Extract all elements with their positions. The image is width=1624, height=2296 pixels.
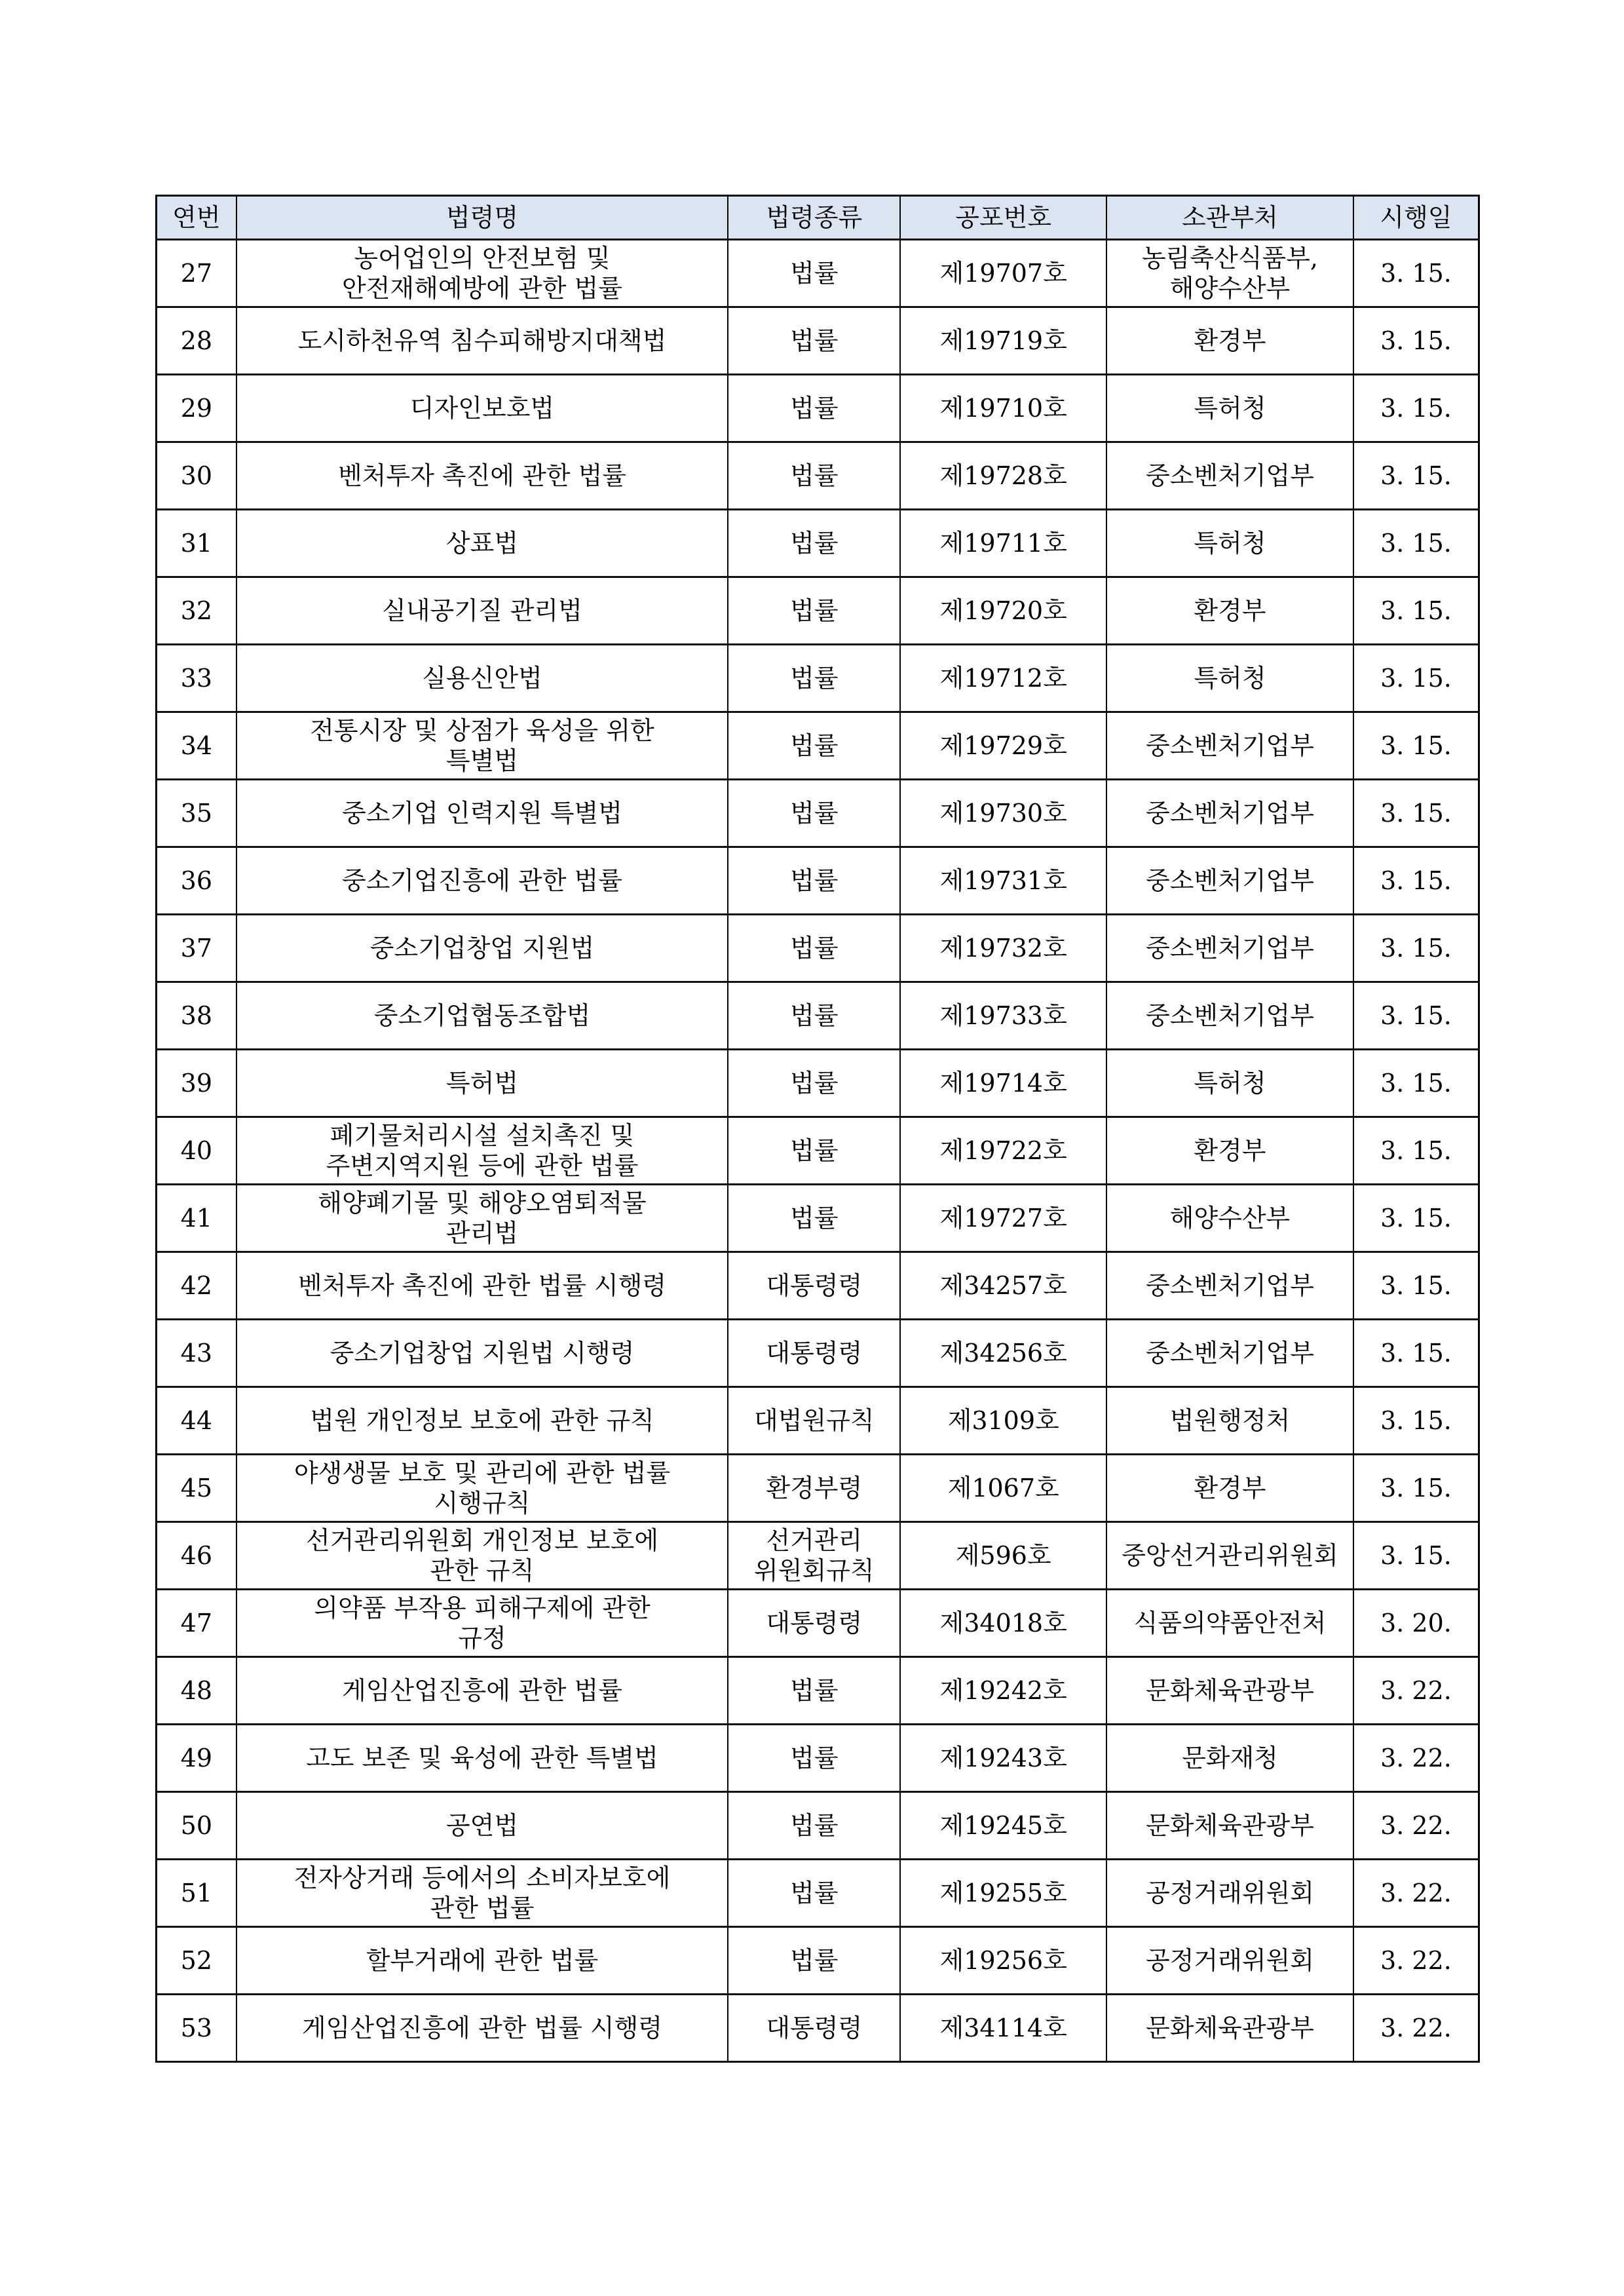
cell-promulgation-number: 제19719호 bbox=[900, 307, 1106, 375]
cell-effective-date: 3. 15. bbox=[1353, 645, 1479, 712]
table-row bbox=[157, 1455, 1479, 1522]
cell-number: 33 bbox=[157, 645, 236, 712]
cell-law-type: 법률 bbox=[728, 442, 900, 510]
cell-number: 32 bbox=[157, 577, 236, 645]
cell-law-name: 중소기업 인력지원 특별법 bbox=[236, 780, 728, 847]
cell-effective-date: 3. 22. bbox=[1353, 1657, 1479, 1725]
cell-effective-date: 3. 15. bbox=[1353, 442, 1479, 510]
table-row bbox=[157, 442, 1479, 510]
cell-effective-date: 3. 15. bbox=[1353, 375, 1479, 442]
cell-law-name: 디자인보호법 bbox=[236, 375, 728, 442]
cell-number: 37 bbox=[157, 915, 236, 982]
cell-law-type: 법률 bbox=[728, 645, 900, 712]
cell-law-name: 중소기업창업 지원법 시행령 bbox=[236, 1320, 728, 1387]
cell-promulgation-number: 제1067호 bbox=[900, 1455, 1106, 1522]
cell-law-type: 법률 bbox=[728, 1185, 900, 1252]
cell-effective-date: 3. 15. bbox=[1353, 847, 1479, 915]
cell-ministry: 식품의약품안전처 bbox=[1106, 1590, 1353, 1657]
cell-law-name: 고도 보존 및 육성에 관한 특별법 bbox=[236, 1725, 728, 1792]
cell-effective-date: 3. 15. bbox=[1353, 1050, 1479, 1117]
cell-promulgation-number: 제19730호 bbox=[900, 780, 1106, 847]
cell-effective-date: 3. 22. bbox=[1353, 1995, 1479, 2062]
table-row bbox=[157, 712, 1479, 780]
cell-effective-date: 3. 15. bbox=[1353, 307, 1479, 375]
table-row bbox=[157, 1117, 1479, 1185]
cell-promulgation-number: 제34018호 bbox=[900, 1590, 1106, 1657]
cell-law-type: 환경부령 bbox=[728, 1455, 900, 1522]
cell-promulgation-number: 제19732호 bbox=[900, 915, 1106, 982]
cell-ministry: 공정거래위원회 bbox=[1106, 1927, 1353, 1995]
cell-promulgation-number: 제19707호 bbox=[900, 240, 1106, 307]
header-law-name: 법령명 bbox=[236, 196, 728, 240]
cell-law-type: 법률 bbox=[728, 982, 900, 1050]
cell-law-name: 법원 개인정보 보호에 관한 규칙 bbox=[236, 1387, 728, 1455]
table-row bbox=[157, 307, 1479, 375]
cell-law-type: 법률 bbox=[728, 1860, 900, 1927]
cell-law-name: 농어업인의 안전보험 및 안전재해예방에 관한 법률 bbox=[236, 240, 728, 307]
table-row bbox=[157, 1927, 1479, 1995]
cell-law-type: 법률 bbox=[728, 1117, 900, 1185]
cell-law-type: 대통령령 bbox=[728, 1252, 900, 1320]
cell-law-name: 실용신안법 bbox=[236, 645, 728, 712]
cell-law-type: 대통령령 bbox=[728, 1590, 900, 1657]
cell-ministry: 환경부 bbox=[1106, 1455, 1353, 1522]
cell-promulgation-number: 제34257호 bbox=[900, 1252, 1106, 1320]
cell-ministry: 문화체육관광부 bbox=[1106, 1657, 1353, 1725]
cell-effective-date: 3. 15. bbox=[1353, 1185, 1479, 1252]
cell-ministry: 중소벤처기업부 bbox=[1106, 712, 1353, 780]
cell-law-name: 벤처투자 촉진에 관한 법률 시행령 bbox=[236, 1252, 728, 1320]
cell-law-type: 법률 bbox=[728, 510, 900, 577]
cell-ministry: 특허청 bbox=[1106, 645, 1353, 712]
table-row bbox=[157, 240, 1479, 307]
table-row bbox=[157, 510, 1479, 577]
cell-number: 47 bbox=[157, 1590, 236, 1657]
cell-ministry: 문화재청 bbox=[1106, 1725, 1353, 1792]
cell-number: 49 bbox=[157, 1725, 236, 1792]
cell-ministry: 법원행정처 bbox=[1106, 1387, 1353, 1455]
cell-law-type: 법률 bbox=[728, 915, 900, 982]
cell-law-type: 법률 bbox=[728, 847, 900, 915]
cell-promulgation-number: 제19242호 bbox=[900, 1657, 1106, 1725]
cell-number: 36 bbox=[157, 847, 236, 915]
cell-law-type: 법률 bbox=[728, 712, 900, 780]
cell-law-name: 특허법 bbox=[236, 1050, 728, 1117]
cell-ministry: 문화체육관광부 bbox=[1106, 1792, 1353, 1860]
table-row bbox=[157, 1050, 1479, 1117]
cell-ministry: 해양수산부 bbox=[1106, 1185, 1353, 1252]
cell-number: 52 bbox=[157, 1927, 236, 1995]
cell-promulgation-number: 제19731호 bbox=[900, 847, 1106, 915]
cell-effective-date: 3. 15. bbox=[1353, 510, 1479, 577]
cell-law-type: 대통령령 bbox=[728, 1320, 900, 1387]
table-row bbox=[157, 645, 1479, 712]
cell-law-type: 선거관리 위원회규칙 bbox=[728, 1522, 900, 1590]
cell-effective-date: 3. 15. bbox=[1353, 915, 1479, 982]
table-row bbox=[157, 1995, 1479, 2062]
table-row bbox=[157, 1320, 1479, 1387]
cell-ministry: 중앙선거관리위원회 bbox=[1106, 1522, 1353, 1590]
cell-ministry: 문화체육관광부 bbox=[1106, 1995, 1353, 2062]
cell-law-name: 공연법 bbox=[236, 1792, 728, 1860]
cell-promulgation-number: 제19720호 bbox=[900, 577, 1106, 645]
cell-law-name: 실내공기질 관리법 bbox=[236, 577, 728, 645]
cell-promulgation-number: 제596호 bbox=[900, 1522, 1106, 1590]
cell-number: 48 bbox=[157, 1657, 236, 1725]
table-row bbox=[157, 1522, 1479, 1590]
cell-law-type: 법률 bbox=[728, 307, 900, 375]
cell-effective-date: 3. 15. bbox=[1353, 1252, 1479, 1320]
cell-promulgation-number: 제19711호 bbox=[900, 510, 1106, 577]
cell-promulgation-number: 제19243호 bbox=[900, 1725, 1106, 1792]
cell-number: 31 bbox=[157, 510, 236, 577]
cell-ministry: 환경부 bbox=[1106, 1117, 1353, 1185]
cell-law-name: 중소기업창업 지원법 bbox=[236, 915, 728, 982]
cell-effective-date: 3. 15. bbox=[1353, 1522, 1479, 1590]
cell-promulgation-number: 제19712호 bbox=[900, 645, 1106, 712]
cell-number: 27 bbox=[157, 240, 236, 307]
cell-ministry: 중소벤처기업부 bbox=[1106, 1252, 1353, 1320]
cell-ministry: 환경부 bbox=[1106, 307, 1353, 375]
cell-law-type: 법률 bbox=[728, 577, 900, 645]
cell-ministry: 환경부 bbox=[1106, 577, 1353, 645]
cell-law-type: 법률 bbox=[728, 780, 900, 847]
cell-law-name: 전자상거래 등에서의 소비자보호에 관한 법률 bbox=[236, 1860, 728, 1927]
cell-ministry: 중소벤처기업부 bbox=[1106, 780, 1353, 847]
cell-law-name: 선거관리위원회 개인정보 보호에 관한 규칙 bbox=[236, 1522, 728, 1590]
cell-number: 43 bbox=[157, 1320, 236, 1387]
cell-number: 40 bbox=[157, 1117, 236, 1185]
header-row bbox=[157, 196, 1479, 240]
cell-law-name: 도시하천유역 침수피해방지대책법 bbox=[236, 307, 728, 375]
cell-number: 35 bbox=[157, 780, 236, 847]
table-row bbox=[157, 1792, 1479, 1860]
table-row bbox=[157, 1657, 1479, 1725]
cell-law-name: 의약품 부작용 피해구제에 관한 규정 bbox=[236, 1590, 728, 1657]
cell-ministry: 중소벤처기업부 bbox=[1106, 1320, 1353, 1387]
cell-promulgation-number: 제19710호 bbox=[900, 375, 1106, 442]
cell-ministry: 중소벤처기업부 bbox=[1106, 915, 1353, 982]
cell-ministry: 특허청 bbox=[1106, 375, 1353, 442]
cell-number: 41 bbox=[157, 1185, 236, 1252]
cell-promulgation-number: 제34114호 bbox=[900, 1995, 1106, 2062]
table-row bbox=[157, 1590, 1479, 1657]
cell-law-type: 법률 bbox=[728, 1792, 900, 1860]
cell-effective-date: 3. 15. bbox=[1353, 712, 1479, 780]
cell-effective-date: 3. 15. bbox=[1353, 780, 1479, 847]
cell-law-type: 대법원규칙 bbox=[728, 1387, 900, 1455]
cell-number: 46 bbox=[157, 1522, 236, 1590]
cell-ministry: 중소벤처기업부 bbox=[1106, 847, 1353, 915]
cell-law-name: 게임산업진흥에 관한 법률 bbox=[236, 1657, 728, 1725]
cell-promulgation-number: 제19255호 bbox=[900, 1860, 1106, 1927]
table-row bbox=[157, 982, 1479, 1050]
cell-law-name: 폐기물처리시설 설치촉진 및 주변지역지원 등에 관한 법률 bbox=[236, 1117, 728, 1185]
cell-effective-date: 3. 15. bbox=[1353, 240, 1479, 307]
cell-effective-date: 3. 20. bbox=[1353, 1590, 1479, 1657]
table-row bbox=[157, 1185, 1479, 1252]
cell-law-type: 대통령령 bbox=[728, 1995, 900, 2062]
cell-number: 29 bbox=[157, 375, 236, 442]
cell-effective-date: 3. 15. bbox=[1353, 1387, 1479, 1455]
table-row bbox=[157, 375, 1479, 442]
cell-promulgation-number: 제19714호 bbox=[900, 1050, 1106, 1117]
cell-effective-date: 3. 15. bbox=[1353, 1320, 1479, 1387]
cell-law-name: 할부거래에 관한 법률 bbox=[236, 1927, 728, 1995]
cell-promulgation-number: 제19733호 bbox=[900, 982, 1106, 1050]
cell-law-type: 법률 bbox=[728, 1050, 900, 1117]
cell-effective-date: 3. 15. bbox=[1353, 1117, 1479, 1185]
cell-promulgation-number: 제19727호 bbox=[900, 1185, 1106, 1252]
cell-law-type: 법률 bbox=[728, 240, 900, 307]
table-row bbox=[157, 1860, 1479, 1927]
cell-number: 53 bbox=[157, 1995, 236, 2062]
cell-number: 44 bbox=[157, 1387, 236, 1455]
header-ministry: 소관부처 bbox=[1106, 196, 1353, 240]
cell-law-type: 법률 bbox=[728, 1927, 900, 1995]
cell-number: 51 bbox=[157, 1860, 236, 1927]
table-row bbox=[157, 577, 1479, 645]
cell-promulgation-number: 제34256호 bbox=[900, 1320, 1106, 1387]
table-row bbox=[157, 1387, 1479, 1455]
cell-effective-date: 3. 15. bbox=[1353, 982, 1479, 1050]
cell-effective-date: 3. 22. bbox=[1353, 1725, 1479, 1792]
cell-number: 30 bbox=[157, 442, 236, 510]
cell-law-type: 법률 bbox=[728, 375, 900, 442]
cell-ministry: 중소벤처기업부 bbox=[1106, 442, 1353, 510]
cell-law-type: 법률 bbox=[728, 1725, 900, 1792]
table-row bbox=[157, 915, 1479, 982]
cell-ministry: 공정거래위원회 bbox=[1106, 1860, 1353, 1927]
cell-effective-date: 3. 15. bbox=[1353, 577, 1479, 645]
cell-law-name: 중소기업진흥에 관한 법률 bbox=[236, 847, 728, 915]
cell-promulgation-number: 제19256호 bbox=[900, 1927, 1106, 1995]
table-row bbox=[157, 1725, 1479, 1792]
cell-law-name: 야생생물 보호 및 관리에 관한 법률 시행규칙 bbox=[236, 1455, 728, 1522]
cell-effective-date: 3. 22. bbox=[1353, 1860, 1479, 1927]
cell-law-name: 전통시장 및 상점가 육성을 위한 특별법 bbox=[236, 712, 728, 780]
cell-promulgation-number: 제19722호 bbox=[900, 1117, 1106, 1185]
cell-number: 38 bbox=[157, 982, 236, 1050]
cell-law-name: 상표법 bbox=[236, 510, 728, 577]
cell-number: 39 bbox=[157, 1050, 236, 1117]
cell-promulgation-number: 제19245호 bbox=[900, 1792, 1106, 1860]
cell-promulgation-number: 제3109호 bbox=[900, 1387, 1106, 1455]
cell-ministry: 중소벤처기업부 bbox=[1106, 982, 1353, 1050]
cell-number: 28 bbox=[157, 307, 236, 375]
cell-ministry: 농림축산식품부, 해양수산부 bbox=[1106, 240, 1353, 307]
cell-ministry: 특허청 bbox=[1106, 510, 1353, 577]
cell-promulgation-number: 제19729호 bbox=[900, 712, 1106, 780]
header-promulgation-number: 공포번호 bbox=[900, 196, 1106, 240]
cell-law-name: 중소기업협동조합법 bbox=[236, 982, 728, 1050]
cell-number: 50 bbox=[157, 1792, 236, 1860]
cell-effective-date: 3. 22. bbox=[1353, 1792, 1479, 1860]
cell-number: 42 bbox=[157, 1252, 236, 1320]
cell-promulgation-number: 제19728호 bbox=[900, 442, 1106, 510]
table-row bbox=[157, 1252, 1479, 1320]
cell-ministry: 특허청 bbox=[1106, 1050, 1353, 1117]
cell-law-name: 해양폐기물 및 해양오염퇴적물 관리법 bbox=[236, 1185, 728, 1252]
table-row bbox=[157, 847, 1479, 915]
cell-number: 34 bbox=[157, 712, 236, 780]
cell-effective-date: 3. 15. bbox=[1353, 1455, 1479, 1522]
law-table bbox=[155, 195, 1480, 2063]
header-law-type: 법령종류 bbox=[728, 196, 900, 240]
table-row bbox=[157, 780, 1479, 847]
header-number: 연번 bbox=[157, 196, 236, 240]
cell-law-name: 벤처투자 촉진에 관한 법률 bbox=[236, 442, 728, 510]
cell-number: 45 bbox=[157, 1455, 236, 1522]
cell-effective-date: 3. 22. bbox=[1353, 1927, 1479, 1995]
cell-law-type: 법률 bbox=[728, 1657, 900, 1725]
header-effective-date: 시행일 bbox=[1353, 196, 1479, 240]
cell-law-name: 게임산업진흥에 관한 법률 시행령 bbox=[236, 1995, 728, 2062]
